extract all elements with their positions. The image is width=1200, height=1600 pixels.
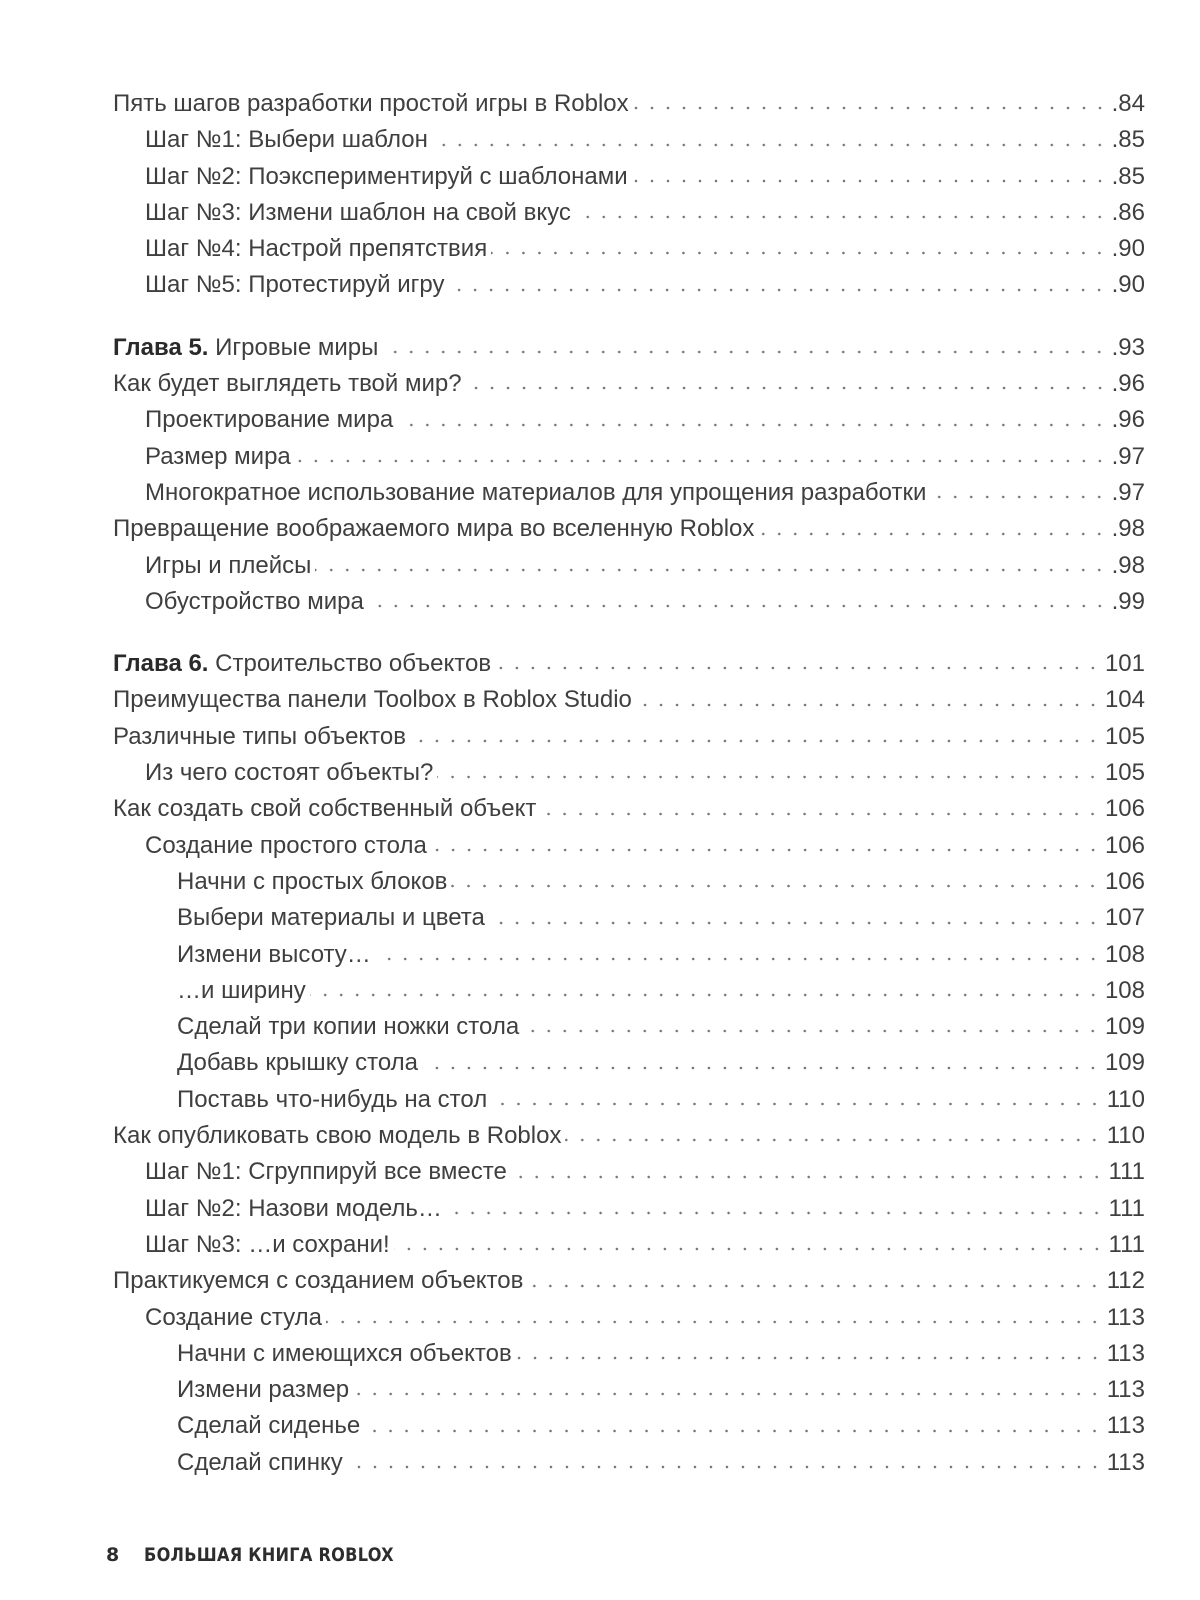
- toc-entry-title: [177, 973, 306, 1009]
- toc-entry-title: [145, 1191, 442, 1227]
- page-footer: [106, 1544, 437, 1566]
- toc-page-number: 106: [1104, 867, 1145, 895]
- toc-entry-title: [145, 828, 427, 864]
- toc-entry-title: [177, 1408, 360, 1444]
- toc-page-number: 110: [1106, 1122, 1145, 1150]
- dot-leader: [633, 106, 1108, 110]
- toc-entry: [113, 402, 1145, 438]
- toc-entry-title: [113, 86, 629, 122]
- toc-entry-title: [113, 1118, 561, 1154]
- toc-entry: [113, 366, 1145, 402]
- entry-text: …и ширину: [177, 976, 306, 1004]
- dot-leader: [368, 604, 1108, 608]
- entry-text: Обустройство мира: [145, 587, 364, 615]
- dot-leader: [575, 215, 1108, 219]
- toc-page-number: 112: [1106, 1267, 1145, 1295]
- toc-entry-title: [145, 122, 428, 158]
- dot-leader: [636, 703, 1101, 707]
- toc-entry: [113, 86, 1145, 122]
- toc-entry: [113, 511, 1145, 547]
- toc-entry-title: [177, 1045, 418, 1081]
- toc-page-number: 104: [1104, 686, 1145, 714]
- entry-text: Многократное использование материалов для упрощения разработки: [145, 478, 927, 506]
- toc-entry: [113, 330, 1145, 366]
- entry-text: Выбери материалы и цвета: [177, 904, 485, 932]
- toc-entry: [113, 755, 1145, 791]
- toc-entry: [113, 937, 1145, 973]
- toc-entry: [113, 439, 1145, 475]
- toc-entry: [113, 1227, 1145, 1263]
- dot-leader: [353, 1392, 1103, 1396]
- entry-text: Шаг №2: Поэкспериментируй с шаблонами: [145, 162, 628, 190]
- entry-text: Начни с имеющихся объектов: [177, 1339, 512, 1367]
- dot-leader: [466, 386, 1108, 390]
- dot-leader: [347, 1465, 1103, 1469]
- toc-page-number: .98: [1111, 551, 1145, 579]
- toc-page-number: .97: [1111, 478, 1145, 506]
- toc-entry: [113, 159, 1145, 195]
- toc-entry: [113, 1191, 1145, 1227]
- entry-text: Размер мира: [145, 442, 291, 470]
- toc-entry: [113, 1408, 1145, 1444]
- toc-page-number: 113: [1106, 1448, 1145, 1476]
- toc-page-number: .96: [1111, 370, 1145, 398]
- entry-text: Шаг №1: Сгруппируй все вместе: [145, 1158, 507, 1186]
- toc-entry: [113, 1336, 1145, 1372]
- dot-leader: [540, 812, 1101, 816]
- toc-page-number: 109: [1104, 1049, 1145, 1077]
- dot-leader: [632, 179, 1108, 183]
- toc-entry-title: [145, 475, 926, 511]
- toc-page-number: 106: [1104, 795, 1145, 823]
- toc-entry-title: [177, 937, 371, 973]
- entry-text: Создание стула: [145, 1303, 322, 1331]
- dot-leader: [489, 921, 1101, 925]
- dot-leader: [431, 848, 1101, 852]
- footer-page-number: 8: [106, 1544, 120, 1566]
- toc-page-number: 108: [1104, 940, 1145, 968]
- toc-page-number: .99: [1111, 587, 1145, 615]
- toc-entry: [113, 267, 1145, 303]
- toc-entry-title: [113, 791, 536, 827]
- toc-page-number: 111: [1108, 1194, 1145, 1222]
- entry-text: Игры и плейсы: [145, 551, 312, 579]
- toc-entry: [113, 864, 1145, 900]
- dot-leader: [451, 884, 1101, 888]
- dot-leader: [397, 423, 1107, 427]
- entry-text: Шаг №2: Назови модель…: [145, 1194, 442, 1222]
- toc-entry: [113, 1118, 1145, 1154]
- toc-page-number: .93: [1111, 333, 1145, 361]
- toc-page-number: 113: [1106, 1376, 1145, 1404]
- toc-entry: [113, 1300, 1145, 1336]
- toc-page-number: .85: [1111, 162, 1145, 190]
- entry-text: Проектирование мира: [145, 406, 394, 434]
- entry-text: Шаг №3: Измени шаблон на свой вкус: [145, 198, 571, 226]
- entry-text: Измени высоту…: [177, 940, 371, 968]
- dot-leader: [511, 1175, 1105, 1179]
- toc-page-number: 108: [1104, 976, 1145, 1004]
- toc-entry: [113, 1445, 1145, 1481]
- toc-page-number: .86: [1111, 198, 1145, 226]
- toc-entry: [113, 475, 1145, 511]
- toc-entry-title: [177, 900, 485, 936]
- dot-leader: [295, 459, 1108, 463]
- toc-page-number: 113: [1106, 1339, 1145, 1367]
- dot-leader: [375, 957, 1101, 961]
- toc-entry-title: [145, 755, 433, 791]
- entry-text: Практикуемся с созданием объектов: [113, 1267, 524, 1295]
- dot-leader: [516, 1356, 1103, 1360]
- toc-entry-title: [145, 231, 487, 267]
- entry-text: Шаг №3: …и сохрани!: [145, 1230, 390, 1258]
- toc-entry-title: [145, 195, 571, 231]
- dot-leader: [495, 666, 1101, 670]
- toc-entry: [113, 828, 1145, 864]
- dot-leader: [382, 350, 1107, 354]
- entry-text: Как будет выглядеть твой мир?: [113, 370, 462, 398]
- toc-page-number: .97: [1111, 442, 1145, 470]
- toc-entry: [113, 122, 1145, 158]
- dot-leader: [930, 495, 1107, 499]
- entry-text: Различные типы объектов: [113, 722, 407, 750]
- toc-entry: [113, 195, 1145, 231]
- toc-entry: [113, 231, 1145, 267]
- entry-text: Игровые миры: [215, 333, 379, 361]
- toc-entry-title: [177, 1372, 349, 1408]
- dot-leader: [437, 775, 1101, 779]
- dot-leader: [565, 1138, 1102, 1142]
- toc-entry: [113, 719, 1145, 755]
- toc-entry-title: [145, 1154, 507, 1190]
- toc-entry-title: [113, 682, 632, 718]
- toc-entry-title: [145, 1227, 390, 1263]
- chapter-label: Глава 5.: [113, 333, 209, 361]
- toc-page-number: 111: [1108, 1230, 1145, 1258]
- toc-entry: [113, 548, 1145, 584]
- toc-entry-title: [177, 1445, 343, 1481]
- dot-leader: [432, 143, 1108, 147]
- toc-entry-title: [145, 402, 393, 438]
- toc-entry: [113, 900, 1145, 936]
- dot-leader: [410, 739, 1101, 743]
- entry-text: Как опубликовать свою модель в Roblox: [113, 1122, 562, 1150]
- dot-leader: [326, 1320, 1103, 1324]
- toc-page-number: 105: [1104, 759, 1145, 787]
- toc-page-number: .90: [1111, 235, 1145, 263]
- entry-text: Строительство объектов: [215, 650, 492, 678]
- toc-page-number: 105: [1104, 722, 1145, 750]
- dot-leader: [422, 1066, 1101, 1070]
- chapter-label: Глава 6.: [113, 650, 209, 678]
- entry-text: Начни с простых блоков: [177, 867, 448, 895]
- toc-entry-title: [113, 646, 491, 682]
- entry-text: Из чего состоят объекты?: [145, 759, 434, 787]
- entry-text: Шаг №4: Настрой препятствия: [145, 235, 488, 263]
- toc-page-number: 109: [1104, 1013, 1145, 1041]
- toc-entry-title: [145, 1300, 322, 1336]
- toc-entry: [113, 584, 1145, 620]
- entry-text: Преимущества панели Toolbox в Roblox Studio: [113, 686, 632, 714]
- dot-leader: [527, 1284, 1102, 1288]
- toc-section: [113, 330, 1145, 620]
- toc-entry: [113, 1372, 1145, 1408]
- toc-page-number: 106: [1104, 831, 1145, 859]
- toc-entry-title: [177, 1336, 512, 1372]
- toc-page-number: .90: [1111, 271, 1145, 299]
- toc-section: [113, 646, 1145, 1481]
- toc-entry: [113, 1263, 1145, 1299]
- toc-section: [113, 86, 1145, 304]
- entry-text: Сделай три копии ножки стола: [177, 1013, 520, 1041]
- toc-page-number: 113: [1106, 1412, 1145, 1440]
- toc-page-number: .84: [1111, 90, 1145, 117]
- toc-entry-title: [113, 719, 406, 755]
- toc-entry: [113, 1154, 1145, 1190]
- dot-leader: [448, 288, 1107, 292]
- toc-entry-title: [145, 159, 628, 195]
- entry-text: Пять шагов разработки простой игры в Roblox: [113, 90, 629, 117]
- dot-leader: [310, 993, 1101, 997]
- toc-entry-title: [145, 439, 291, 475]
- dot-leader: [491, 1102, 1103, 1106]
- toc-entry: [113, 682, 1145, 718]
- toc-page-number: 113: [1106, 1303, 1145, 1331]
- dot-leader: [446, 1211, 1105, 1215]
- toc-entry: [113, 1082, 1145, 1118]
- footer-book-title: БОЛЬШАЯ КНИГА ROBLOX: [143, 1544, 394, 1566]
- toc-entry-title: [177, 864, 447, 900]
- toc-page-number: 110: [1106, 1085, 1145, 1113]
- table-of-contents: [113, 86, 1145, 1481]
- toc-entry-title: [113, 330, 378, 366]
- dot-leader: [315, 568, 1107, 572]
- toc-entry: [113, 1009, 1145, 1045]
- dot-leader: [364, 1429, 1103, 1433]
- entry-text: Поставь что-нибудь на стол: [177, 1085, 488, 1113]
- toc-entry-title: [145, 584, 364, 620]
- entry-text: Добавь крышку стола: [177, 1049, 419, 1077]
- dot-leader: [394, 1247, 1105, 1251]
- toc-entry-title: [145, 267, 444, 303]
- toc-entry-title: [113, 366, 462, 402]
- toc-entry-title: [145, 548, 311, 584]
- toc-entry: [113, 791, 1145, 827]
- toc-page-number: .96: [1111, 406, 1145, 434]
- dot-leader: [523, 1029, 1101, 1033]
- toc-entry-title: [177, 1082, 487, 1118]
- toc-entry-title: [113, 511, 754, 547]
- entry-text: Создание простого стола: [145, 831, 427, 859]
- dot-leader: [758, 532, 1107, 536]
- entry-text: Измени размер: [177, 1376, 350, 1404]
- toc-entry: [113, 646, 1145, 682]
- entry-text: Превращение воображаемого мира во вселенную Roblox: [113, 515, 755, 543]
- entry-text: Как создать свой собственный объект: [113, 795, 537, 823]
- entry-text: Сделай спинку: [177, 1448, 343, 1476]
- dot-leader: [491, 251, 1107, 255]
- toc-page-number: 101: [1104, 650, 1145, 678]
- toc-page-number: 111: [1108, 1158, 1145, 1186]
- entry-text: Шаг №1: Выбери шаблон: [145, 126, 428, 154]
- toc-entry: [113, 973, 1145, 1009]
- toc-page-number: 107: [1104, 904, 1145, 932]
- entry-text: Шаг №5: Протестируй игру: [145, 271, 445, 299]
- toc-page-number: .85: [1111, 126, 1145, 154]
- toc-entry-title: [113, 1263, 523, 1299]
- entry-text: Сделай сиденье: [177, 1412, 361, 1440]
- toc-entry-title: [177, 1009, 519, 1045]
- toc-entry: [113, 1045, 1145, 1081]
- toc-page-number: .98: [1111, 515, 1145, 543]
